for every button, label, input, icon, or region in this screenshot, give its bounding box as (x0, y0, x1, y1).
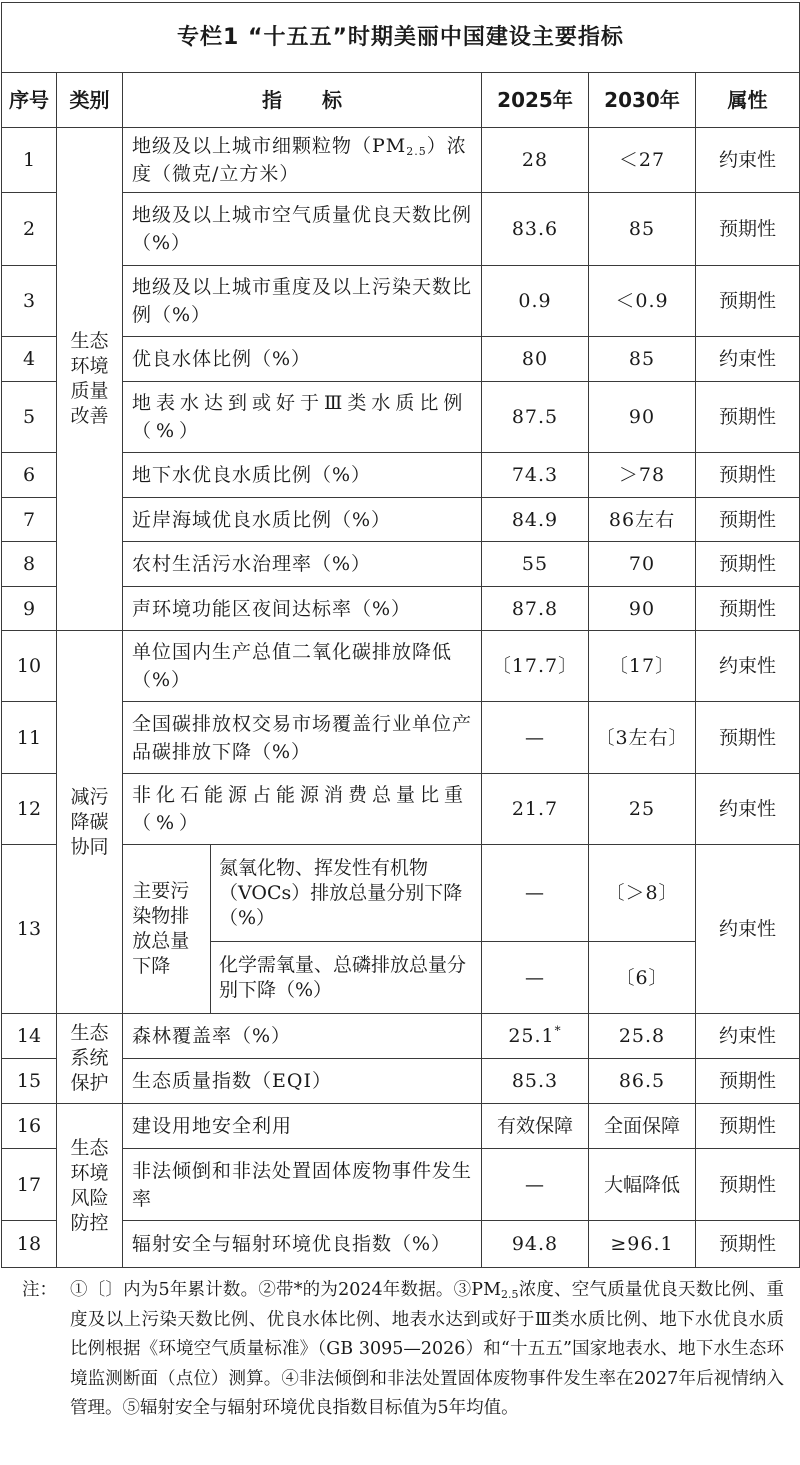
value-2025: — (482, 942, 589, 1014)
value-2030: 〔3左右〕 (589, 702, 696, 774)
attribute-cell: 约束性 (696, 631, 800, 702)
indicator-cell: 声环境功能区夜间达标率（%） (123, 587, 482, 631)
indicator-cell: 地级及以上城市空气质量优良天数比例（%） (123, 193, 482, 266)
attribute-cell: 预期性 (696, 1221, 800, 1268)
attribute-cell: 预期性 (696, 382, 800, 453)
attribute-cell: 约束性 (696, 1014, 800, 1059)
indicator-cell: 地级及以上城市细颗粒物$(PM_{2.5})$浓度（微克/立方米） (123, 128, 482, 193)
value-2025: — (482, 702, 589, 774)
group-cell (123, 845, 211, 1014)
value-2025: 87.8 (482, 587, 589, 631)
asterisk-mark: * (554, 1023, 562, 1038)
value-2030: 90 (589, 587, 696, 631)
row-no: 10 (2, 631, 57, 702)
header-no: 序号 (2, 73, 57, 128)
value-2025: 55 (482, 542, 589, 587)
indicator-cell: 建设用地安全利用 (123, 1104, 482, 1149)
value-2030: ＜0.9 (589, 266, 696, 337)
value-2025: 28 (482, 128, 589, 193)
value-2030: 全面保障 (589, 1104, 696, 1149)
row-no: 1 (2, 128, 57, 193)
indicator-cell: 优良水体比例（%） (123, 337, 482, 382)
row-no: 11 (2, 702, 57, 774)
attribute-cell: 预期性 (696, 453, 800, 498)
value-2025: 25.1* (482, 1014, 589, 1059)
indicator-cell: 农村生活污水治理率（%） (123, 542, 482, 587)
value-2025: 74.3 (482, 453, 589, 498)
category-label: 减污降碳协同 (70, 785, 109, 858)
value-2025: 有效保障 (482, 1104, 589, 1149)
row-no: 14 (2, 1014, 57, 1059)
category-label: 生态环境质量改善 (70, 330, 109, 427)
indicator-cell: 地级及以上城市重度及以上污染天数比例（%） (123, 266, 482, 337)
header-row (2, 73, 800, 128)
indicator-table (1, 2, 800, 1268)
table-row (2, 631, 800, 702)
category-label: 生态系统保护 (70, 1022, 109, 1094)
attribute-cell: 预期性 (696, 498, 800, 542)
row-no: 18 (2, 1221, 57, 1268)
row-no: 15 (2, 1059, 57, 1104)
value-2030: 25.8 (589, 1014, 696, 1059)
row-no: 16 (2, 1104, 57, 1149)
attribute-cell: 预期性 (696, 702, 800, 774)
value-2030: 〔17〕 (589, 631, 696, 702)
value-2030: ＞78 (589, 453, 696, 498)
value-2030: ＜27 (589, 128, 696, 193)
attribute-cell: 约束性 (696, 128, 800, 193)
row-no: 2 (2, 193, 57, 266)
group-label: 主要污染物排放总量下降 (132, 880, 190, 977)
header-indicator: 指 标 (123, 73, 482, 128)
value-2025: 84.9 (482, 498, 589, 542)
attribute-cell: 约束性 (696, 845, 800, 1014)
category-cell (57, 631, 123, 1014)
value-2030: 86左右 (589, 498, 696, 542)
row-no: 6 (2, 453, 57, 498)
value-2025: 21.7 (482, 774, 589, 845)
indicator-cell: 非化石能源占能源消费总量比重（%） (123, 774, 482, 845)
value-2030: 90 (589, 382, 696, 453)
value-2030: 70 (589, 542, 696, 587)
value-2025: — (482, 1149, 589, 1221)
table-note (22, 1276, 784, 1424)
indicator-cell: 地表水达到或好于Ⅲ类水质比例（%） (123, 382, 482, 453)
indicator-cell: 近岸海域优良水质比例（%） (123, 498, 482, 542)
indicator-cell: 地下水优良水质比例（%） (123, 453, 482, 498)
header-2025: 2025年 (482, 73, 589, 128)
indicator-cell: 全国碳排放权交易市场覆盖行业单位产品碳排放下降（%） (123, 702, 482, 774)
value-2030: 85 (589, 193, 696, 266)
value-2025: 〔17.7〕 (482, 631, 589, 702)
row-no: 17 (2, 1149, 57, 1221)
header-category: 类别 (57, 73, 123, 128)
attribute-cell: 预期性 (696, 193, 800, 266)
row-no: 9 (2, 587, 57, 631)
note-label: 注： (22, 1280, 57, 1300)
attribute-cell: 预期性 (696, 587, 800, 631)
category-cell (57, 128, 123, 631)
value-2025: 80 (482, 337, 589, 382)
indicator-cell: 化学需氧量、总磷排放总量分别下降（%） (211, 942, 482, 1014)
indicator-cell: 单位国内生产总值二氧化碳排放降低（%） (123, 631, 482, 702)
value-2030: 86.5 (589, 1059, 696, 1104)
category-label: 生态环境风险防控 (70, 1136, 109, 1234)
indicator-cell: 辐射安全与辐射环境优良指数（%） (123, 1221, 482, 1268)
row-no: 8 (2, 542, 57, 587)
header-2030: 2030年 (589, 73, 696, 128)
attribute-cell: 预期性 (696, 1149, 800, 1221)
value-2030: 25 (589, 774, 696, 845)
category-cell (57, 1104, 123, 1268)
row-no: 5 (2, 382, 57, 453)
row-no: 12 (2, 774, 57, 845)
table-row (2, 1014, 800, 1059)
value-2030: 〔6〕 (589, 942, 696, 1014)
attribute-cell: 约束性 (696, 774, 800, 845)
row-no: 7 (2, 498, 57, 542)
indicator-cell: 生态质量指数（EQI） (123, 1059, 482, 1104)
value-2025: — (482, 845, 589, 942)
value-2030: 85 (589, 337, 696, 382)
value-2030: 〔＞8〕 (589, 845, 696, 942)
row-no: 13 (2, 845, 57, 1014)
category-cell (57, 1014, 123, 1104)
row-no: 3 (2, 266, 57, 337)
value-2030: ≥96.1 (589, 1221, 696, 1268)
header-attribute: 属性 (696, 73, 800, 128)
value-2025: 94.8 (482, 1221, 589, 1268)
attribute-cell: 预期性 (696, 1104, 800, 1149)
indicator-cell: 氮氧化物、挥发性有机物（VOCs）排放总量分别下降（%） (211, 845, 482, 942)
indicator-cell: 森林覆盖率（%） (123, 1014, 482, 1059)
value-2025: 87.5 (482, 382, 589, 453)
value-2025: 0.9 (482, 266, 589, 337)
attribute-cell: 预期性 (696, 542, 800, 587)
row-no: 4 (2, 337, 57, 382)
attribute-cell: 预期性 (696, 1059, 800, 1104)
value-2025: 83.6 (482, 193, 589, 266)
indicator-cell: 非法倾倒和非法处置固体废物事件发生率 (123, 1149, 482, 1221)
table-row (2, 1104, 800, 1149)
note-text: ①〔〕内为5年累计数。②带*的为2024年数据。$③PM_{2.5}$浓度、空气质量优良天数比例、重度及以上污染天数比例、优良水体比例、地表水达到或好于Ⅲ类水质比例、地下水优良水质比例根据《环境空气质量标准》（GB 3095—2026）和“十五五”国家地表水、地下水生态环境监测断面（点位）测算。④非法倾倒和非法处置固体废物事件发生率在2027年后视情纳入管理。⑤辐射安全与辐射环境优良指数目标值为5年均值。 (70, 1280, 784, 1418)
table-title: 专栏1 “十五五”时期美丽中国建设主要指标 (2, 3, 800, 73)
value-2030: 大幅降低 (589, 1149, 696, 1221)
value-2025: 85.3 (482, 1059, 589, 1104)
table-row (2, 128, 800, 193)
attribute-cell: 预期性 (696, 266, 800, 337)
attribute-cell: 约束性 (696, 337, 800, 382)
